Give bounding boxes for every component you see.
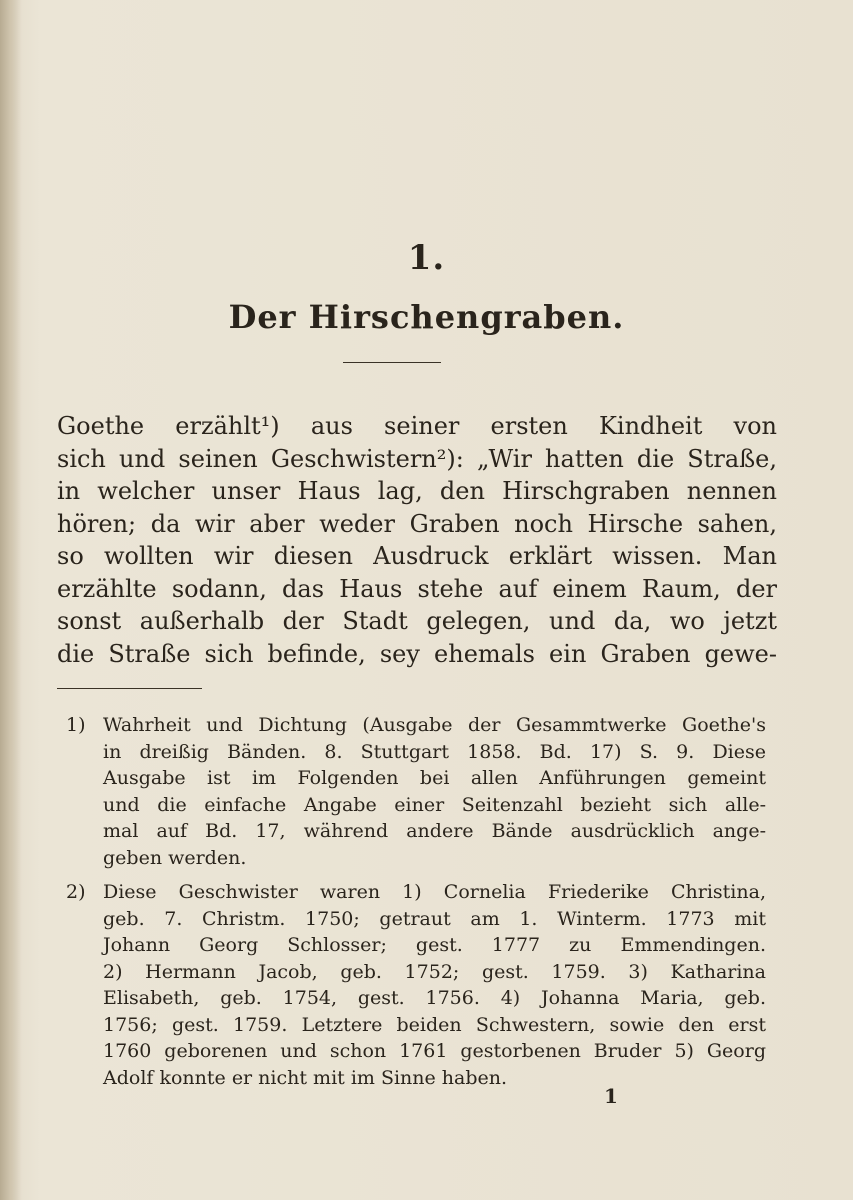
body-line: Goethe erzählt¹) aus seiner ersten Kindheit von: [57, 412, 777, 440]
page-number: 1: [604, 1084, 618, 1108]
footnote-line: mal auf Bd. 17, während andere Bände ausdrücklich ange-: [103, 820, 766, 842]
footnote-2: [66, 879, 766, 1091]
footnotes: [66, 712, 766, 1099]
footnote-number: 1): [66, 714, 86, 736]
body-line: sich und seinen Geschwistern²): „Wir hatten die Straße,: [57, 444, 777, 473]
footnote-divider: [57, 688, 202, 689]
chapter-title: Der Hirschengraben.: [228, 298, 625, 336]
footnote-line: in dreißig Bänden. 8. Stuttgart 1858. Bd. 17) S. 9. Diese: [103, 740, 766, 763]
footnote-line: 2) Hermann Jacob, geb. 1752; gest. 1759. 3) Katharina: [103, 960, 766, 983]
footnote-line: Ausgabe ist im Folgenden bei allen Anführungen gemeint: [103, 767, 766, 789]
footnote-line: Johann Georg Schlosser; gest. 1777 zu Emmendingen.: [103, 934, 766, 956]
page-gutter: [0, 0, 22, 1200]
body-line: sonst außerhalb der Stadt gelegen, und da, wo jetzt: [57, 607, 777, 635]
chapter-number: 1.: [407, 238, 446, 278]
body-line: erzählte sodann, das Haus stehe auf einem Raum, der: [57, 574, 777, 603]
footnote-line: geben werden.: [103, 846, 247, 869]
body-line: die Straße sich befinde, sey ehemals ein Graben gewe-: [57, 639, 777, 668]
footnote-line: Wahrheit und Dichtung (Ausgabe der Gesammtwerke Goethe's: [103, 714, 766, 736]
footnote-line: und die einfache Angabe einer Seitenzahl bezieht sich alle-: [103, 793, 766, 816]
footnote-1: [66, 712, 766, 871]
body-paragraph: [57, 410, 777, 670]
body-line: hören; da wir aber weder Graben noch Hirsche sahen,: [57, 509, 777, 538]
footnote-line: 1760 geborenen und schon 1761 gestorbenen Bruder 5) Georg: [103, 1040, 766, 1062]
footnote-line: Diese Geschwister waren 1) Cornelia Friederike Christina,: [103, 881, 766, 903]
footnote-number: 2): [66, 881, 86, 903]
body-line: in welcher unser Haus lag, den Hirschgraben nennen: [57, 477, 777, 505]
footnote-line: 1756; gest. 1759. Letztere beiden Schwestern, sowie den erst: [103, 1013, 766, 1036]
footnote-line: geb. 7. Christm. 1750; getraut am 1. Winterm. 1773 mit: [103, 907, 766, 930]
title-divider: [343, 362, 441, 363]
footnote-line: Adolf konnte er nicht mit im Sinne haben.: [103, 1066, 508, 1089]
body-line: so wollten wir diesen Ausdruck erklärt wissen. Man: [57, 542, 777, 570]
footnote-line: Elisabeth, geb. 1754, gest. 1756. 4) Johanna Maria, geb.: [103, 987, 766, 1009]
